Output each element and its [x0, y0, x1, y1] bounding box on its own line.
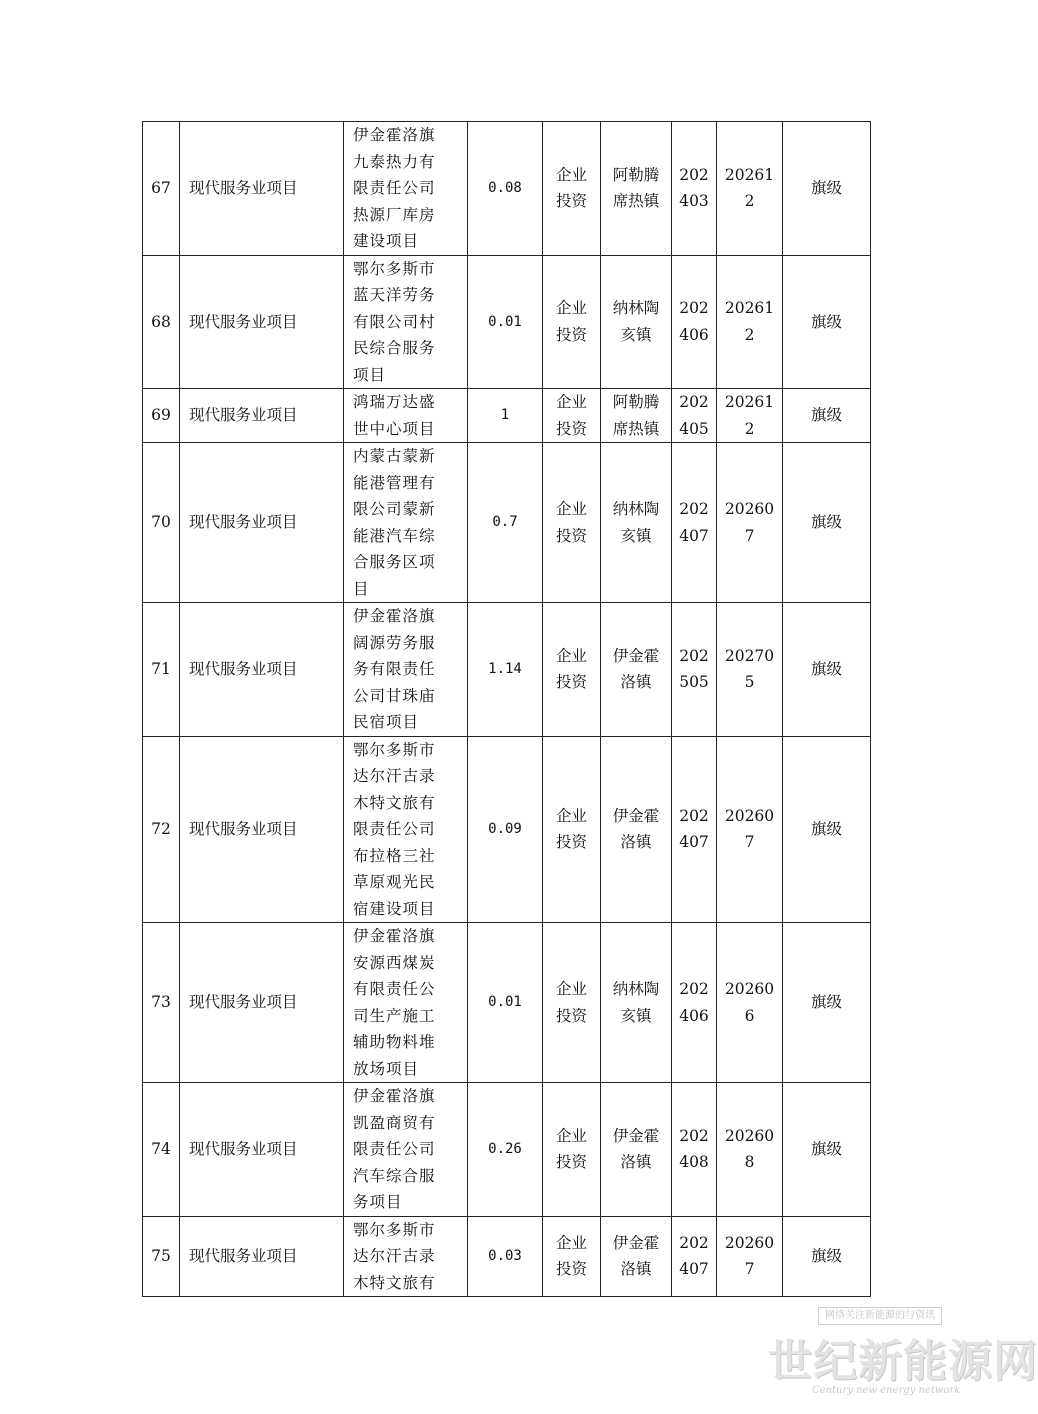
end-date: 20261 2 [724, 165, 775, 211]
project-name: 鄂尔多斯市 达尔汗古录 木特文旅有 [353, 1220, 436, 1292]
row-number: 69 [151, 406, 171, 425]
end-date-cell [717, 1216, 783, 1297]
end-date-cell [717, 389, 783, 443]
start-date: 202 408 [679, 1126, 709, 1172]
end-date: 20260 7 [724, 500, 775, 545]
investment-amount: 0.08 [488, 180, 522, 196]
project-name: 伊金霍洛旗 阔源劳务服 务有限责任 公司甘珠庙 民宿项目 [353, 607, 436, 731]
investment-amount-cell [468, 122, 543, 256]
watermark-tag: 网络关注新能源的与资讯 [818, 1307, 942, 1325]
project-location: 阿勒腾 席热镇 [612, 165, 660, 211]
investment-source: 企业 投资 [555, 1126, 587, 1172]
end-date-cell [717, 255, 783, 389]
project-location: 伊金霍 洛镇 [612, 646, 660, 692]
project-level: 旗级 [810, 1247, 842, 1265]
project-level: 旗级 [810, 993, 842, 1012]
investment-amount: 0.01 [488, 313, 522, 330]
project-category-cell [180, 389, 344, 443]
project-category-cell [180, 122, 344, 256]
row-number-cell [143, 122, 180, 256]
row-number: 74 [151, 1140, 171, 1158]
end-date: 20261 2 [724, 299, 775, 344]
project-level-cell [783, 122, 871, 256]
watermark-subtitle: Century new energy network [812, 1385, 961, 1396]
project-level-cell [783, 736, 871, 923]
project-category-cell [180, 603, 344, 737]
table-row [143, 736, 871, 923]
investment-source: 企业 投资 [555, 1233, 587, 1279]
investment-source-cell [543, 1216, 601, 1297]
investment-amount: 0.09 [488, 821, 522, 837]
row-number: 67 [151, 179, 171, 197]
table-row [143, 443, 871, 603]
project-level-cell [783, 255, 871, 389]
investment-source-cell [543, 255, 601, 389]
end-date: 20260 7 [724, 1233, 775, 1279]
project-level: 旗级 [810, 406, 842, 425]
table-row [143, 389, 871, 443]
investment-source-cell [543, 443, 601, 603]
investment-source: 企业 投资 [555, 393, 587, 438]
start-date-cell [672, 603, 717, 737]
investment-source-cell [543, 736, 601, 923]
end-date: 20260 7 [724, 806, 775, 852]
end-date-cell [717, 736, 783, 923]
project-location: 伊金霍 洛镇 [612, 1126, 660, 1172]
row-number-cell [143, 1083, 180, 1217]
project-name: 鸿瑞万达盛 世中心项目 [353, 393, 436, 438]
project-category-cell [180, 255, 344, 389]
start-date-cell [672, 255, 717, 389]
project-category-cell [180, 923, 344, 1083]
project-level-cell [783, 1216, 871, 1297]
row-number-cell [143, 1216, 180, 1297]
end-date-cell [717, 923, 783, 1083]
project-category-cell [180, 443, 344, 603]
end-date-cell [717, 1083, 783, 1217]
project-category-cell [180, 1083, 344, 1217]
project-location: 纳林陶 亥镇 [612, 500, 660, 545]
start-date-cell [672, 443, 717, 603]
investment-source: 企业 投资 [555, 500, 587, 545]
project-level-cell [783, 443, 871, 603]
investment-source-cell [543, 923, 601, 1083]
end-date-cell [717, 443, 783, 603]
row-number: 71 [151, 660, 171, 678]
investment-amount: 0.01 [488, 994, 522, 1011]
row-number-cell [143, 443, 180, 603]
project-category-cell [180, 736, 344, 923]
project-level-cell [783, 923, 871, 1083]
start-date: 202 406 [679, 980, 709, 1025]
project-name: 伊金霍洛旗 安源西煤炭 有限责任公 司生产施工 辅助物料堆 放场项目 [353, 927, 436, 1078]
watermark-title: 世纪新能源网 [768, 1336, 1038, 1387]
project-level: 旗级 [810, 820, 842, 838]
investment-source-cell [543, 603, 601, 737]
start-date-cell [672, 923, 717, 1083]
project-level: 旗级 [810, 179, 842, 197]
investment-amount-cell [468, 255, 543, 389]
project-location: 伊金霍 洛镇 [612, 1233, 660, 1279]
project-name-cell [344, 389, 468, 443]
project-category: 现代服务业项目 [189, 660, 298, 678]
table-row [143, 122, 871, 256]
project-category: 现代服务业项目 [189, 993, 298, 1012]
watermark-logo [768, 1307, 1038, 1413]
project-location: 纳林陶 亥镇 [612, 980, 660, 1025]
project-name-cell [344, 1083, 468, 1217]
start-date: 202 405 [679, 393, 709, 438]
project-category-cell [180, 1216, 344, 1297]
project-name: 伊金霍洛旗 凯盈商贸有 限责任公司 汽车综合服 务项目 [353, 1087, 436, 1211]
project-location: 阿勒腾 席热镇 [612, 393, 660, 438]
project-name: 鄂尔多斯市 达尔汗古录 木特文旅有 限责任公司 布拉格三社 草原观光民 宿建设项目 [353, 740, 436, 918]
row-number-cell [143, 255, 180, 389]
investment-amount-cell [468, 443, 543, 603]
investment-amount: 1.14 [488, 661, 522, 677]
project-level: 旗级 [810, 513, 842, 532]
end-date-cell [717, 603, 783, 737]
project-level-cell [783, 1083, 871, 1217]
investment-source: 企业 投资 [555, 165, 587, 211]
start-date: 202 406 [679, 299, 709, 344]
table-row [143, 255, 871, 389]
table-row [143, 1216, 871, 1297]
project-location-cell [601, 736, 672, 923]
investment-amount-cell [468, 736, 543, 923]
start-date-cell [672, 1216, 717, 1297]
project-name: 伊金霍洛旗 九泰热力有 限责任公司 热源厂库房 建设项目 [353, 126, 436, 250]
investment-amount: 1 [500, 407, 510, 424]
start-date-cell [672, 389, 717, 443]
investment-amount-cell [468, 923, 543, 1083]
project-category: 现代服务业项目 [189, 406, 298, 425]
row-number-cell [143, 736, 180, 923]
start-date: 202 505 [679, 646, 709, 692]
row-number: 75 [151, 1247, 171, 1265]
project-location-cell [601, 122, 672, 256]
project-location-cell [601, 1083, 672, 1217]
project-location: 伊金霍 洛镇 [612, 806, 660, 852]
row-number: 68 [151, 312, 171, 331]
project-level: 旗级 [810, 312, 842, 331]
end-date: 20270 5 [724, 646, 775, 692]
investment-amount-cell [468, 1083, 543, 1217]
row-number-cell [143, 923, 180, 1083]
project-location-cell [601, 603, 672, 737]
project-category: 现代服务业项目 [189, 513, 298, 532]
end-date-cell [717, 122, 783, 256]
end-date: 20261 2 [724, 393, 775, 438]
investment-amount-cell [468, 1216, 543, 1297]
project-location-cell [601, 923, 672, 1083]
investment-amount: 0.26 [488, 1141, 522, 1157]
project-table [142, 121, 871, 1297]
project-name-cell [344, 255, 468, 389]
investment-source-cell [543, 122, 601, 256]
investment-source: 企业 投资 [555, 646, 587, 692]
start-date-cell [672, 122, 717, 256]
row-number: 72 [151, 820, 171, 838]
project-level: 旗级 [810, 660, 842, 678]
investment-amount-cell [468, 603, 543, 737]
end-date: 20260 6 [724, 980, 775, 1025]
table-row [143, 603, 871, 737]
project-name-cell [344, 736, 468, 923]
investment-source: 企业 投资 [555, 980, 587, 1025]
table-row [143, 923, 871, 1083]
project-location: 纳林陶 亥镇 [612, 299, 660, 344]
start-date: 202 407 [679, 806, 709, 852]
project-location-cell [601, 255, 672, 389]
investment-amount-cell [468, 389, 543, 443]
investment-amount: 0.03 [488, 1248, 522, 1264]
investment-source-cell [543, 1083, 601, 1217]
start-date-cell [672, 1083, 717, 1217]
project-name-cell [344, 603, 468, 737]
project-name-cell [344, 1216, 468, 1297]
project-name-cell [344, 443, 468, 603]
start-date: 202 407 [679, 500, 709, 545]
project-category: 现代服务业项目 [189, 1247, 298, 1265]
start-date-cell [672, 736, 717, 923]
start-date: 202 407 [679, 1233, 709, 1279]
project-category: 现代服务业项目 [189, 179, 298, 197]
project-location-cell [601, 389, 672, 443]
row-number-cell [143, 389, 180, 443]
project-name: 内蒙古蒙新 能港管理有 限公司蒙新 能港汽车综 合服务区项 目 [353, 447, 436, 598]
project-location-cell [601, 1216, 672, 1297]
project-name: 鄂尔多斯市 蓝天洋劳务 有限公司村 民综合服务 项目 [353, 259, 436, 384]
project-category: 现代服务业项目 [189, 312, 298, 331]
project-name-cell [344, 122, 468, 256]
row-number: 73 [151, 993, 171, 1012]
investment-source: 企业 投资 [555, 299, 587, 344]
investment-amount: 0.7 [492, 514, 518, 531]
project-location-cell [601, 443, 672, 603]
project-name-cell [344, 923, 468, 1083]
project-category: 现代服务业项目 [189, 1140, 298, 1158]
end-date: 20260 8 [724, 1126, 775, 1172]
project-level: 旗级 [810, 1140, 842, 1158]
investment-source-cell [543, 389, 601, 443]
start-date: 202 403 [679, 165, 709, 211]
table-row [143, 1083, 871, 1217]
investment-source: 企业 投资 [555, 806, 587, 852]
project-level-cell [783, 603, 871, 737]
project-category: 现代服务业项目 [189, 820, 298, 838]
row-number: 70 [151, 513, 171, 532]
project-level-cell [783, 389, 871, 443]
row-number-cell [143, 603, 180, 737]
